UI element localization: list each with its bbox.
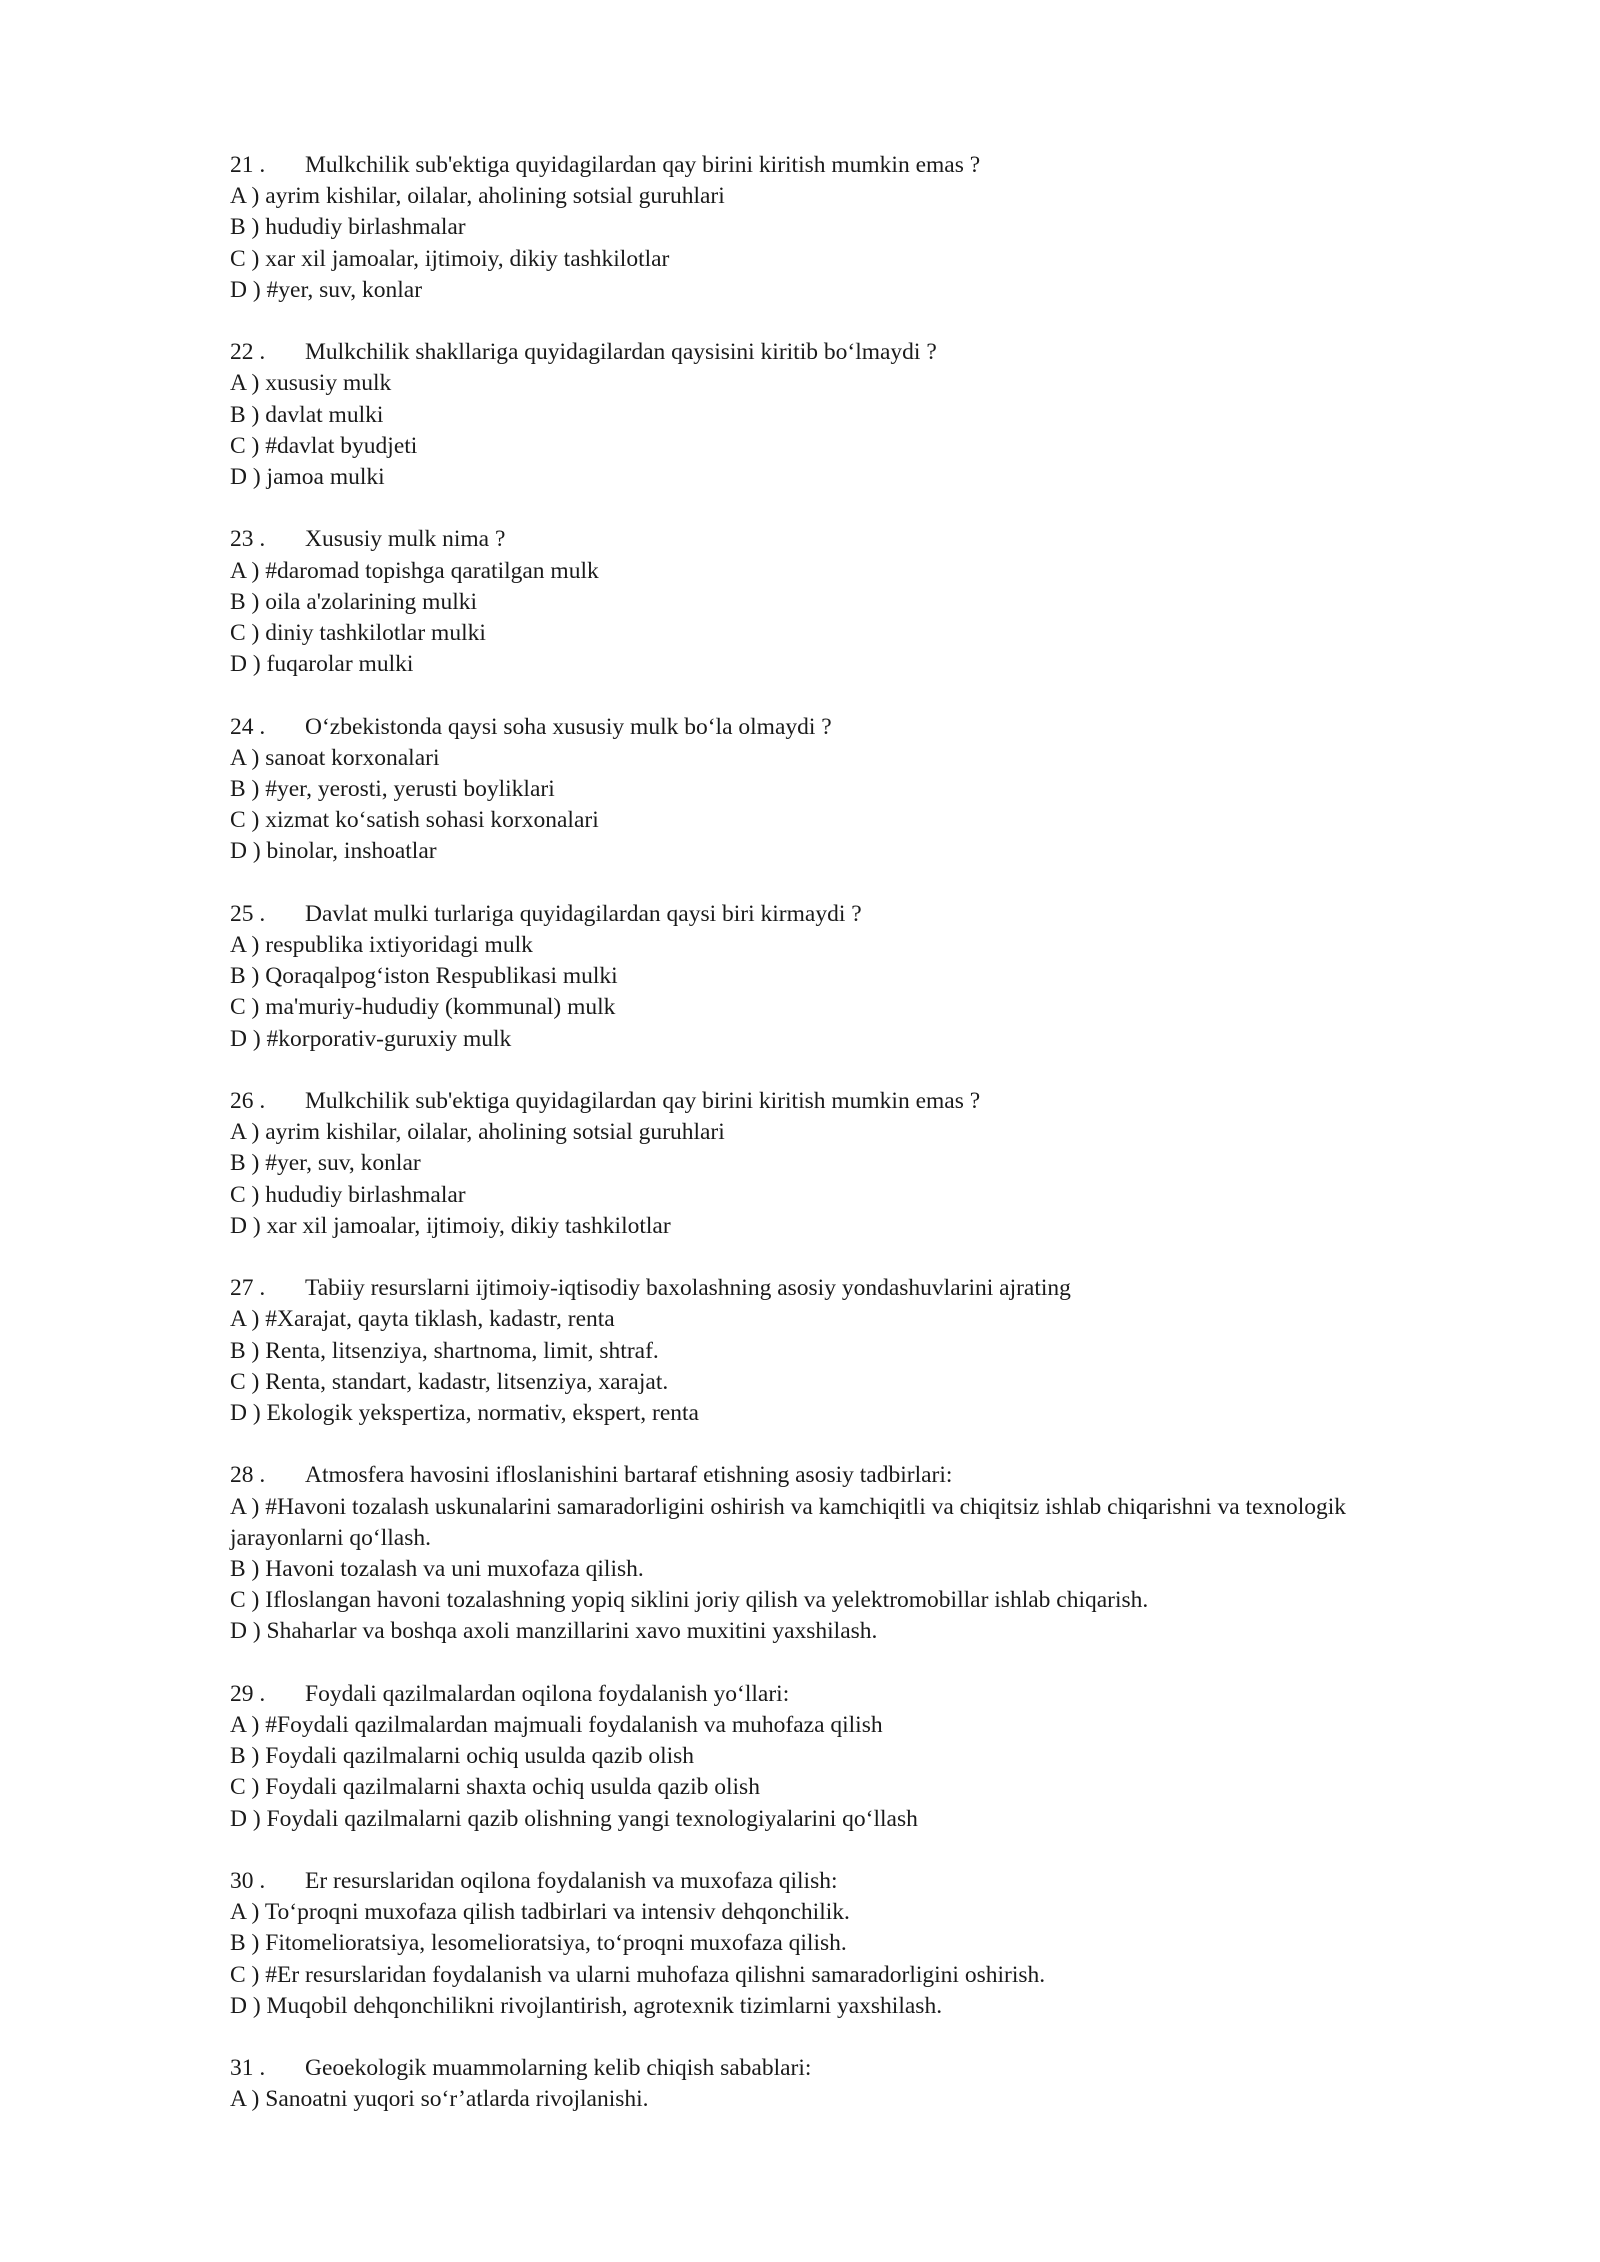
answer-option-c: C ) diniy tashkilotlar mulki (230, 620, 486, 647)
answer-option-d: D ) jamoa mulki (230, 464, 385, 491)
answer-option-b: B ) Foydali qazilmalarni ochiq usulda qazib olish (230, 1743, 695, 1770)
document-page (230, 150, 1430, 2147)
question-line (230, 712, 1430, 743)
answer-option-b: B ) #yer, yerosti, yerusti boyliklari (230, 776, 555, 803)
answer-option-d: D ) Ekologik yekspertiza, normativ, ekspert, renta (230, 1400, 699, 1427)
question-line (230, 899, 1430, 930)
answer-option-a: A ) #Foydali qazilmalardan majmuali foydalanish va muhofaza qilish (230, 1712, 883, 1739)
answer-option-b: B ) oila a'zolarining mulki (230, 588, 478, 615)
answer-option-b: B ) Qoraqalpog‘iston Respublikasi mulki (230, 963, 618, 990)
answer-option-a: A ) To‘proqni muxofaza qilish tadbirlari va intensiv dehqonchilik. (230, 1899, 850, 1926)
question-number: 31 . (230, 2055, 266, 2082)
answer-option-a: A ) #Xarajat, qayta tiklash, kadastr, renta (230, 1306, 615, 1333)
answer-option-d: D ) binolar, inshoatlar (230, 838, 437, 865)
question-26 (230, 1086, 1430, 1242)
answer-option-a: A ) respublika ixtiyoridagi mulk (230, 932, 533, 959)
question-number: 26 . (230, 1088, 266, 1115)
question-line (230, 524, 1430, 555)
question-number: 29 . (230, 1680, 266, 1707)
question-line (230, 2053, 1430, 2084)
question-line (230, 1866, 1430, 1897)
question-30 (230, 1866, 1430, 2022)
answer-option-a: A ) #Havoni tozalash uskunalarini samaradorligini oshirish va kamchiqitli va chiqitsiz ishlab chiqarishni va texnologik jarayonlarni qo‘llash. (230, 1493, 1347, 1551)
answer-option-b: B ) hududiy birlashmalar (230, 214, 466, 241)
answer-option-c: C ) ma'muriy-hududiy (kommunal) mulk (230, 994, 616, 1021)
question-number: 30 . (230, 1868, 266, 1895)
question-line (230, 1086, 1430, 1117)
question-number: 27 . (230, 1275, 266, 1302)
question-text: Mulkchilik sub'ektiga quyidagilardan qay birini kiritish mumkin emas ? (305, 1088, 981, 1115)
answer-option-b: B ) Havoni tozalash va uni muxofaza qilish. (230, 1556, 644, 1583)
question-25 (230, 899, 1430, 1055)
question-line (230, 1460, 1430, 1491)
answer-option-b: B ) davlat mulki (230, 401, 384, 428)
answer-option-d: D ) Foydali qazilmalarni qazib olishning yangi texnologiyalarini qo‘llash (230, 1805, 918, 1832)
answer-option-a: A ) Sanoatni yuqori so‘r’atlarda rivojlanishi. (230, 2086, 649, 2113)
answer-option-c: C ) #davlat byudjeti (230, 432, 418, 459)
question-number: 22 . (230, 339, 266, 366)
question-text: Mulkchilik sub'ektiga quyidagilardan qay birini kiritish mumkin emas ? (305, 152, 981, 178)
question-number: 25 . (230, 900, 266, 927)
question-text: Geoekologik muammolarning kelib chiqish sabablari: (305, 2055, 812, 2082)
answer-option-a: A ) ayrim kishilar, oilalar, aholining sotsial guruhlari (230, 183, 725, 210)
question-22 (230, 337, 1430, 493)
question-28 (230, 1460, 1430, 1647)
question-number: 23 . (230, 526, 266, 553)
answer-option-a: A ) ayrim kishilar, oilalar, aholining sotsial guruhlari (230, 1119, 725, 1146)
question-21 (230, 150, 1430, 306)
question-text: Davlat mulki turlariga quyidagilardan qaysi biri kirmaydi ? (305, 900, 862, 927)
question-line (230, 1273, 1430, 1304)
answer-option-c: C ) Foydali qazilmalarni shaxta ochiq usulda qazib olish (230, 1774, 760, 1801)
answer-option-b: B ) #yer, suv, konlar (230, 1150, 421, 1177)
question-text: Foydali qazilmalardan oqilona foydalanish yo‘llari: (305, 1680, 790, 1707)
answer-option-a: A ) xususiy mulk (230, 370, 392, 397)
answer-option-d: D ) #yer, suv, konlar (230, 276, 423, 303)
answer-option-a: A ) #daromad topishga qaratilgan mulk (230, 557, 599, 584)
question-23 (230, 524, 1430, 680)
question-text: Tabiiy resurslarni ijtimoiy-iqtisodiy baxolashning asosiy yondashuvlarini ajrating (305, 1275, 1071, 1302)
question-24 (230, 712, 1430, 868)
question-number: 24 . (230, 713, 266, 740)
question-31 (230, 2053, 1430, 2115)
answer-option-b: B ) Fitomelioratsiya, lesomelioratsiya, to‘proqni muxofaza qilish. (230, 1930, 847, 1957)
question-text: Mulkchilik shakllariga quyidagilardan qaysisini kiritib bo‘lmaydi ? (305, 339, 937, 366)
question-number: 21 . (230, 152, 266, 178)
question-text: O‘zbekistonda qaysi soha xususiy mulk bo‘la olmaydi ? (305, 713, 832, 740)
answer-option-d: D ) fuqarolar mulki (230, 651, 414, 678)
answer-option-b: B ) Renta, litsenziya, shartnoma, limit, shtraf. (230, 1337, 659, 1364)
answer-option-d: D ) #korporativ-guruxiy mulk (230, 1025, 512, 1052)
answer-option-d: D ) xar xil jamoalar, ijtimoiy, dikiy tashkilotlar (230, 1212, 671, 1239)
answer-option-d: D ) Muqobil dehqonchilikni rivojlantirish, agrotexnik tizimlarni yaxshilash. (230, 1992, 943, 2019)
question-text: Atmosfera havosini ifloslanishini bartaraf etishning asosiy tadbirlari: (305, 1462, 953, 1489)
answer-option-c: C ) #Er resurslaridan foydalanish va ularni muhofaza qilishni samaradorligini oshirish. (230, 1961, 1046, 1988)
answer-option-d: D ) Shaharlar va boshqa axoli manzillarini xavo muxitini yaxshilash. (230, 1618, 878, 1645)
question-line (230, 337, 1430, 368)
answer-option-c: C ) hududiy birlashmalar (230, 1181, 466, 1208)
answer-option-c: C ) xar xil jamoalar, ijtimoiy, dikiy tashkilotlar (230, 245, 670, 272)
answer-option-c: C ) Renta, standart, kadastr, litsenziya, xarajat. (230, 1368, 669, 1395)
question-text: Xususiy mulk nima ? (305, 526, 506, 553)
question-number: 28 . (230, 1462, 266, 1489)
question-line (230, 1679, 1430, 1710)
answer-option-a: A ) sanoat korxonalari (230, 744, 440, 771)
question-27 (230, 1273, 1430, 1429)
question-text: Er resurslaridan oqilona foydalanish va muxofaza qilish: (305, 1868, 838, 1895)
answer-option-c: C ) xizmat ko‘satish sohasi korxonalari (230, 807, 599, 834)
question-line (230, 150, 1430, 181)
question-29 (230, 1679, 1430, 1835)
answer-option-c: C ) Ifloslangan havoni tozalashning yopiq siklini joriy qilish va yelektromobillar ishlab chiqarish. (230, 1587, 1149, 1614)
